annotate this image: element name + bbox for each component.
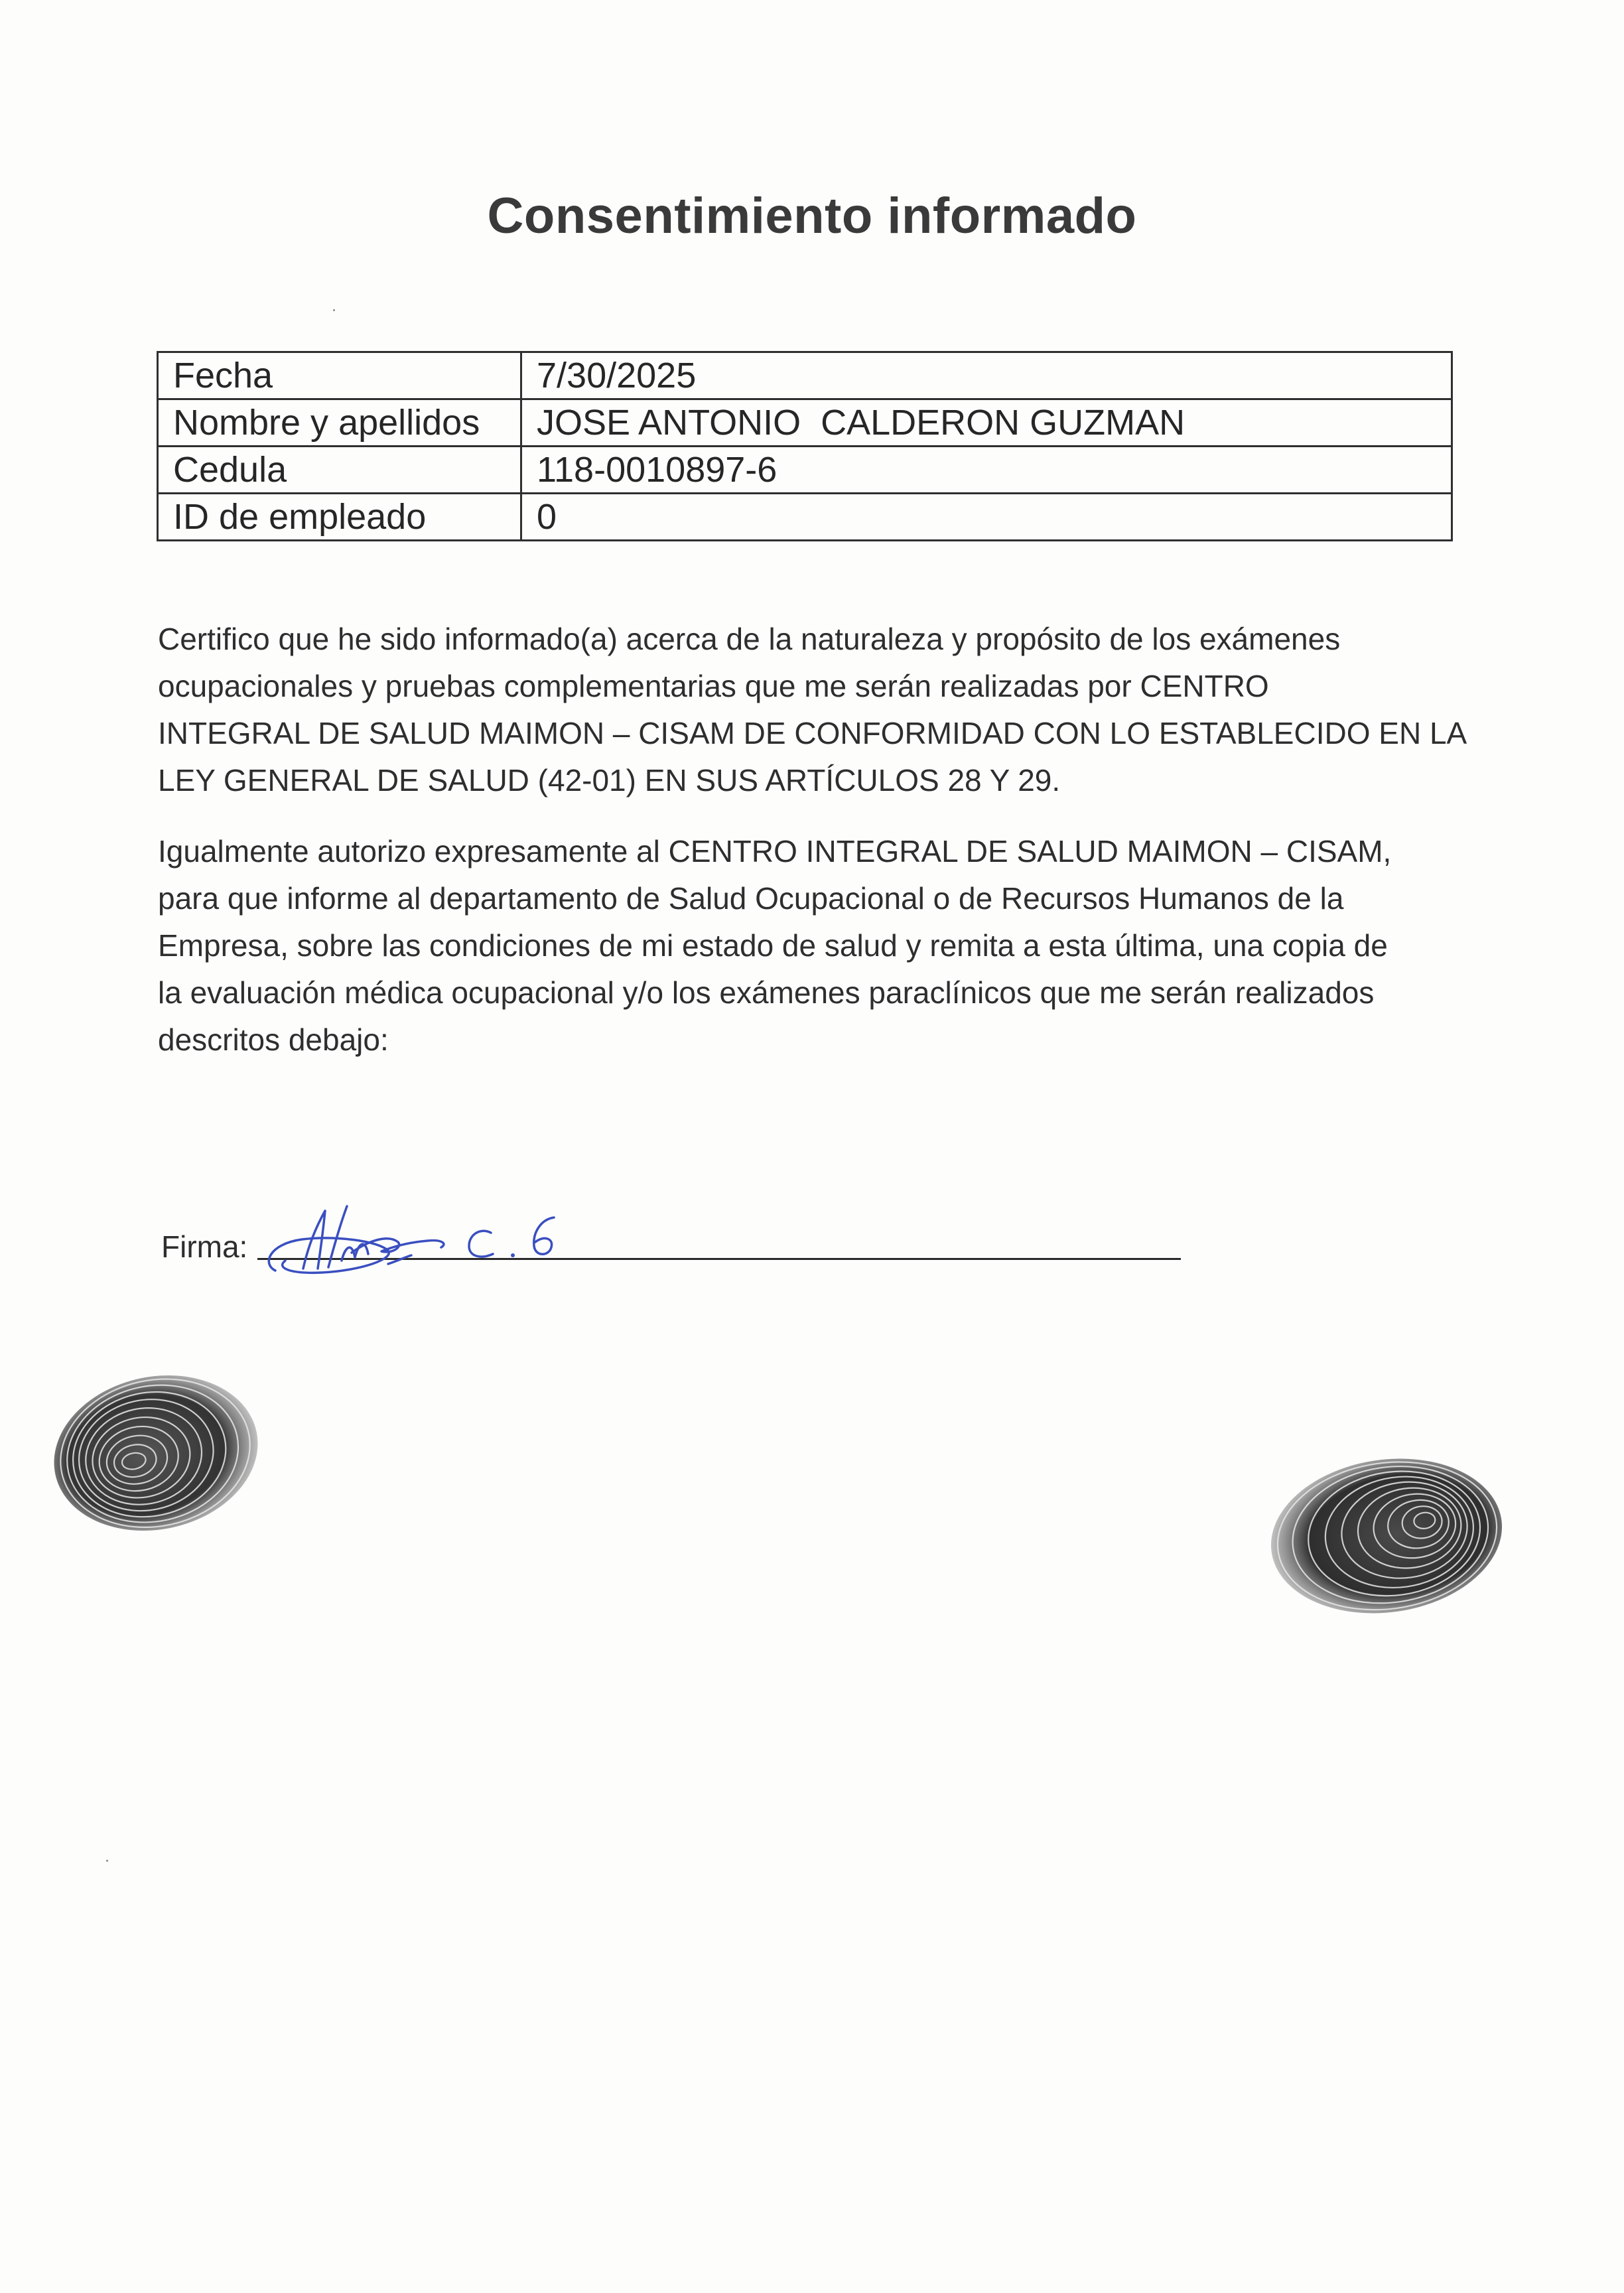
table-row [158,494,1452,541]
scan-speck [106,1860,108,1862]
handwritten-signature [262,1194,607,1287]
cedula-value: 118-0010897-6 [521,447,1452,494]
paragraph-line: descritos debajo: [158,1022,389,1057]
certification-paragraph [158,616,1478,804]
signature-label: Firma: [161,1229,248,1264]
cedula-label: Cedula [158,447,521,494]
paragraph-line: Empresa, sobre las condiciones de mi estado de salud y remita a esta última, una copia de [158,928,1388,963]
authorization-paragraph [158,828,1478,1064]
table-row [158,352,1452,399]
scan-speck [333,309,335,311]
paragraph-line: la evaluación médica ocupacional y/o los exámenes paraclínicos que me serán realizados [158,975,1375,1010]
fecha-value: 7/30/2025 [521,352,1452,399]
info-table [157,351,1453,541]
paragraph-line: para que informe al departamento de Salud Ocupacional o de Recursos Humanos de la [158,881,1344,916]
nombre-value: JOSE ANTONIO CALDERON GUZMAN [521,399,1452,447]
fingerprint-left [46,1367,265,1539]
id-empleado-label: ID de empleado [158,494,521,541]
nombre-label: Nombre y apellidos [158,399,521,447]
fecha-label: Fecha [158,352,521,399]
id-empleado-value: 0 [521,494,1452,541]
paragraph-line: ocupacionales y pruebas complementarias que me serán realizadas por CENTRO [158,669,1269,703]
fingerprint-right [1260,1446,1513,1626]
paragraph-line: Igualmente autorizo expresamente al CENTRO INTEGRAL DE SALUD MAIMON – CISAM, [158,834,1392,869]
paragraph-line: Certifico que he sido informado(a) acerca de la naturaleza y propósito de los exámenes [158,622,1341,656]
paragraph-line: INTEGRAL DE SALUD MAIMON – CISAM DE CONFORMIDAD CON LO ESTABLECIDO EN LA [158,716,1467,750]
table-row [158,399,1452,447]
document-title: Consentimiento informado [487,188,1137,244]
paragraph-line: LEY GENERAL DE SALUD (42-01) EN SUS ARTÍCULOS 28 Y 29. [158,763,1061,798]
table-row [158,447,1452,494]
